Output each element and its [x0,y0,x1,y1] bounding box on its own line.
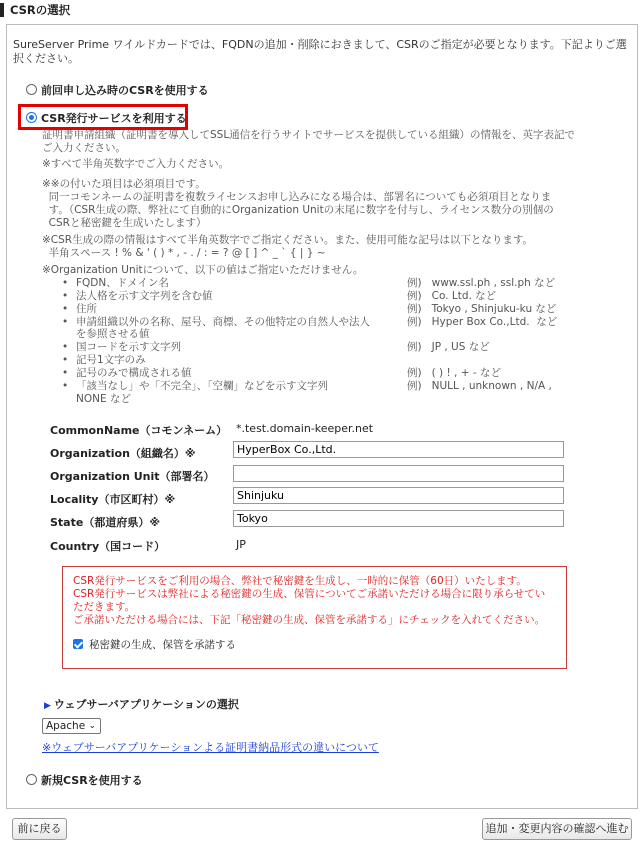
note-required-line: CSRと秘密鍵を生成いたします） [42,217,207,229]
label-org-unit: Organization Unit（部署名） [50,470,215,483]
radio-unchecked-icon[interactable] [26,84,37,95]
organization-input[interactable] [233,441,564,458]
web-server-select[interactable] [42,718,101,734]
state-input[interactable] [233,510,564,527]
org-unit-input[interactable] [233,465,564,482]
checkbox-checked-icon[interactable] [73,639,83,649]
web-server-selected: Apache [46,720,86,732]
web-server-link-wrap [42,739,379,755]
warning-line: CSR発行サービスは弊社による秘密鍵の生成、保管についてご承諾いただける場合に限り承らせてい [73,588,546,600]
warning-box [62,566,567,669]
label-locality: Locality（市区町村）※ [50,493,176,506]
web-server-heading[interactable] [44,696,239,712]
label-state: State（都道府県）※ [50,516,161,529]
web-server-heading-label: ウェブサーバアプリケーションの選択 [53,698,239,711]
note-required [42,178,554,230]
label-common-name: CommonName（コモンネーム） [50,424,228,437]
warning-line: ご承諾いただける場合には、下記「秘密鍵の生成、保管を承諾する」にチェックを入れてください。 [73,614,546,626]
triangle-right-icon: ▶ [44,701,51,711]
option-service-label: CSR発行サービスを利用する [41,112,187,125]
option-csr-service[interactable] [26,110,187,126]
value-country: JP [236,538,246,551]
warning-line: CSR発行サービスをご利用の場合、弊社で秘密鍵を生成し、一時的に保管（60日）いたします。 [73,575,527,587]
label-organization: Organization（組織名）※ [50,447,196,460]
service-desc-line: ご入力ください。 [42,142,126,154]
note-required-line: す。（CSR生成の際、弊社にて自動的にOrganization Unitの末尾に数字を付与し、ライセンス数分の別個の [42,204,554,216]
note-required-line: 同一コモンネームの証明書を複数ライセンスお申し込みになる場合は、部署名についても必須項目となりま [42,191,552,203]
chevron-down-icon: ⌄ [88,721,96,731]
option-new-label: 新規CSRを使用する [41,774,143,787]
confirm-changes-button[interactable]: 追加・変更内容の確認へ進む [482,818,632,840]
note-halfwidth: ※すべて半角英数字でご入力ください。 [42,158,230,170]
web-server-format-link[interactable]: ※ウェブサーバアプリケーションよる証明書納品形式の違いについて [42,741,379,754]
note-required-line: ※※の付いた項目は必須項目です。 [42,178,206,190]
label-country: Country（国コード） [50,540,166,553]
intro-text: SureServer Prime ワイルドカードでは、FQDNの追加・削除におきまして、CSRのご指定が必要となります。下記よりご選択ください。 [13,38,627,65]
option-previous-csr[interactable] [26,82,209,98]
locality-input[interactable] [233,487,564,504]
note-symbols [42,234,533,260]
option-previous-label: 前回申し込み時のCSRを使用する [41,84,209,97]
service-desc-line: 証明書申請組織（証明書を導入してSSL通信を行うサイトでサービスを提供している組織）の情報を、英字表記で [42,129,575,141]
consent-checkbox-row[interactable] [73,639,556,652]
note-symbols-line: 半角スペース ! % & ' ( ) * , - . / : = ? @ [ ] ^ _ ` { | } ~ [42,247,326,259]
value-common-name: *.test.domain-keeper.net [236,422,374,435]
section-title: CSRの選択 [0,0,644,20]
forbidden-list: • FQDN、ドメイン名 例) www.ssl.ph , ssl.ph など • 法人格を示す文字列を含む値 例) Co. Ltd. など • 住所 例) Tokyo , Shinjuku-ku など • 申請組織以外の名称、屋号、商標、その他特定の自然人や法人 例) Hyper Box Co.,Ltd. など を参照させる値 • 国コードを示す文字列 例) JP , US など • 記号1文字のみ • 記号のみで構成される値 例) ( ) ! , + - など • 「該当なし」や「不完全」、「空欄」などを示す文字列 例) NULL , unknown , N/A , NONE など [62,277,558,405]
note-symbols-line: ※CSR生成の際の情報はすべて半角英数字でご指定ください。また、使用可能な記号は以下となります。 [42,234,534,246]
radio-checked-icon[interactable] [26,112,37,123]
radio-unchecked-icon[interactable] [26,774,37,785]
option-new-csr[interactable] [26,772,143,788]
note-org-unit: ※Organization Unitについて、以下の値はご指定いただけません。 [42,264,364,276]
warning-line: ただきます。 [73,601,136,613]
back-button[interactable]: 前に戻る [12,818,67,840]
consent-checkbox-label: 秘密鍵の生成、保管を承諾する [89,639,236,651]
service-description [42,129,602,155]
